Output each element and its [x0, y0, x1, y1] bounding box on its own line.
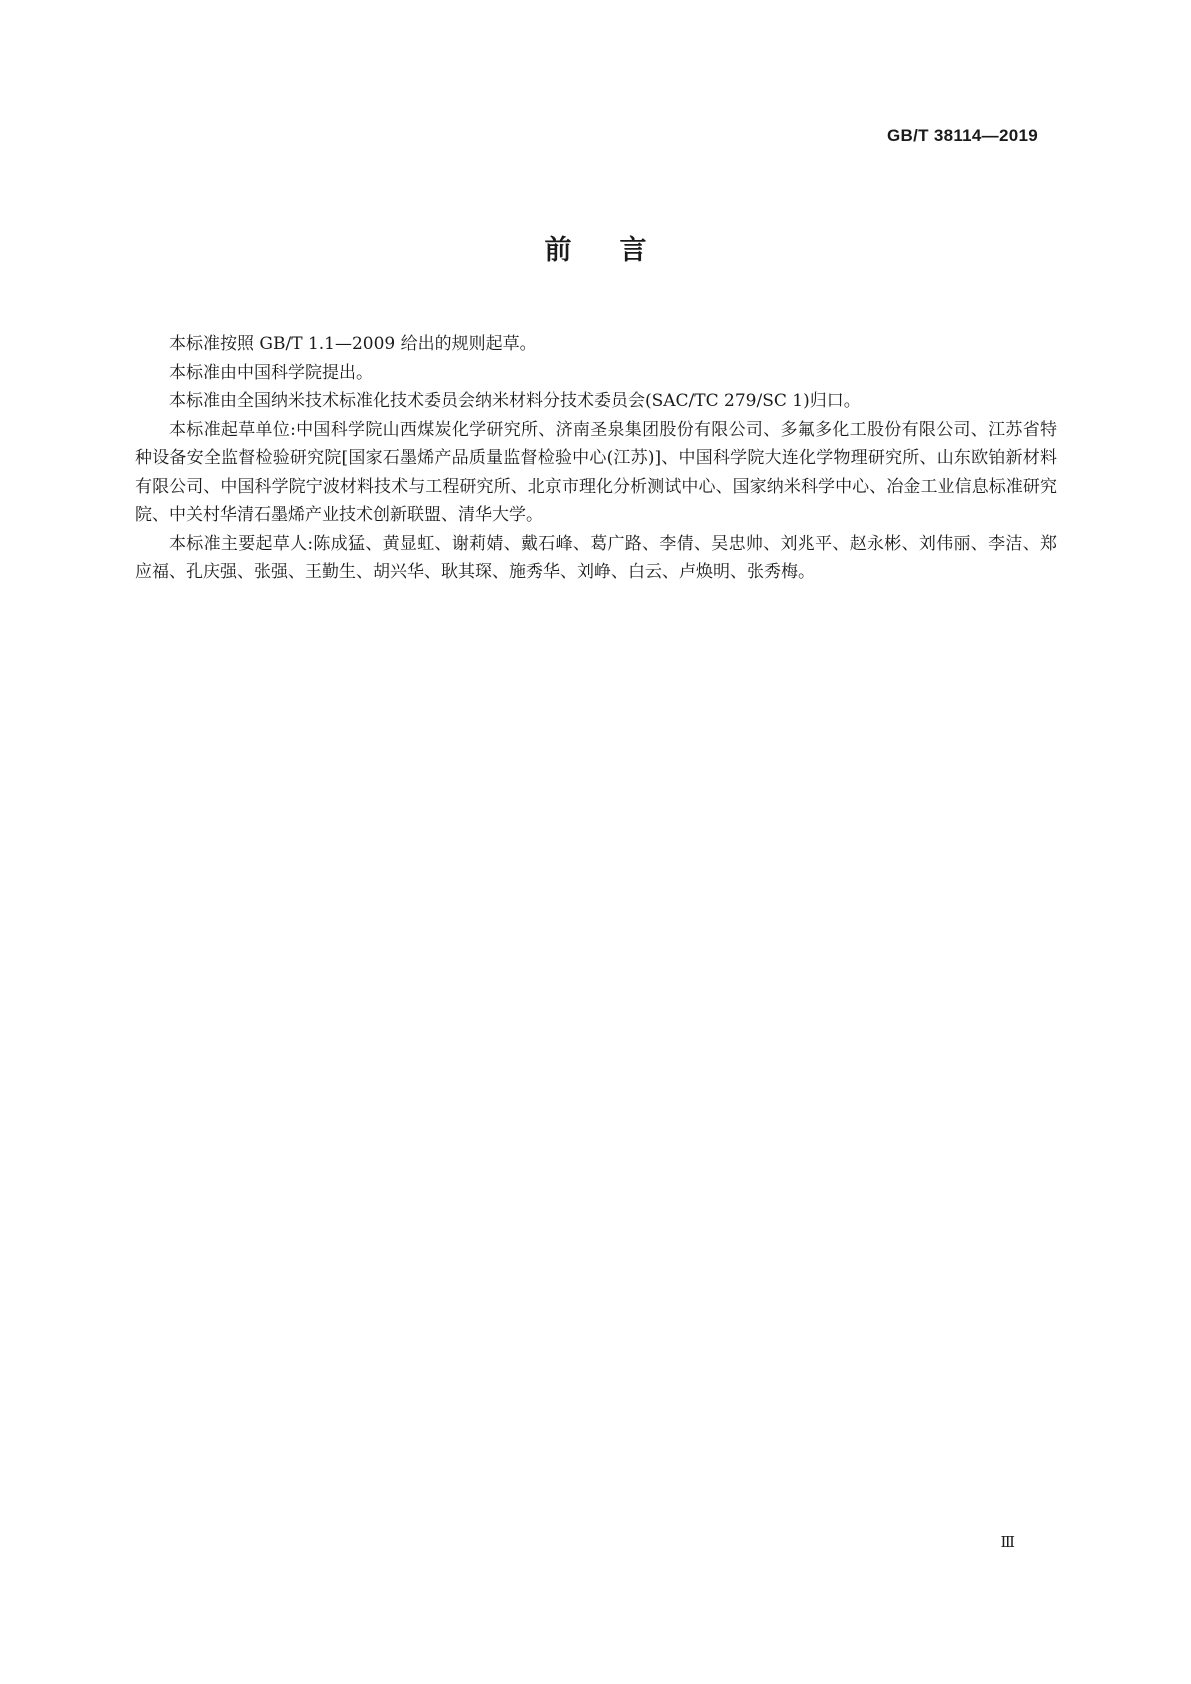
paragraph-drafting-rules: 本标准按照 GB/T 1.1—2009 给出的规则起草。: [169, 334, 537, 354]
page-title: 前言: [544, 235, 695, 266]
document-code: GB/T 38114—2019: [887, 126, 1038, 145]
paragraph-main-drafters: 本标准主要起草人:陈成猛、黄显虹、谢莉婧、戴石峰、葛广路、李倩、吴忠帅、刘兆平、赵永彬、刘伟丽、李洁、郑应福、孔庆强、张强、王勤生、胡兴华、耿其琛、施秀华、刘峥、白云、卢焕明、张秀梅。: [135, 533, 1057, 582]
page-number: Ⅲ: [1000, 1535, 1015, 1551]
paragraph-centralized-unit: 本标准由全国纳米技术标准化技术委员会纳米材料分技术委员会(SAC/TC 279/SC 1)归口。: [169, 391, 861, 411]
paragraph-drafting-units: 本标准起草单位:中国科学院山西煤炭化学研究所、济南圣泉集团股份有限公司、多氟多化工股份有限公司、江苏省特种设备安全监督检验研究院[国家石墨烯产品质量监督检验中心(江苏)]、中国科学院大连化学物理研究所、山东欧铂新材料有限公司、中国科学院宁波材料技术与工程研究所、北京市理化分析测试中心、国家纳米科学中心、冶金工业信息标准研究院、中关村华清石墨烯产业技术创新联盟、清华大学。: [135, 419, 1057, 525]
paragraph-proposer: 本标准由中国科学院提出。: [169, 362, 373, 383]
foreword-body: [135, 330, 1057, 587]
